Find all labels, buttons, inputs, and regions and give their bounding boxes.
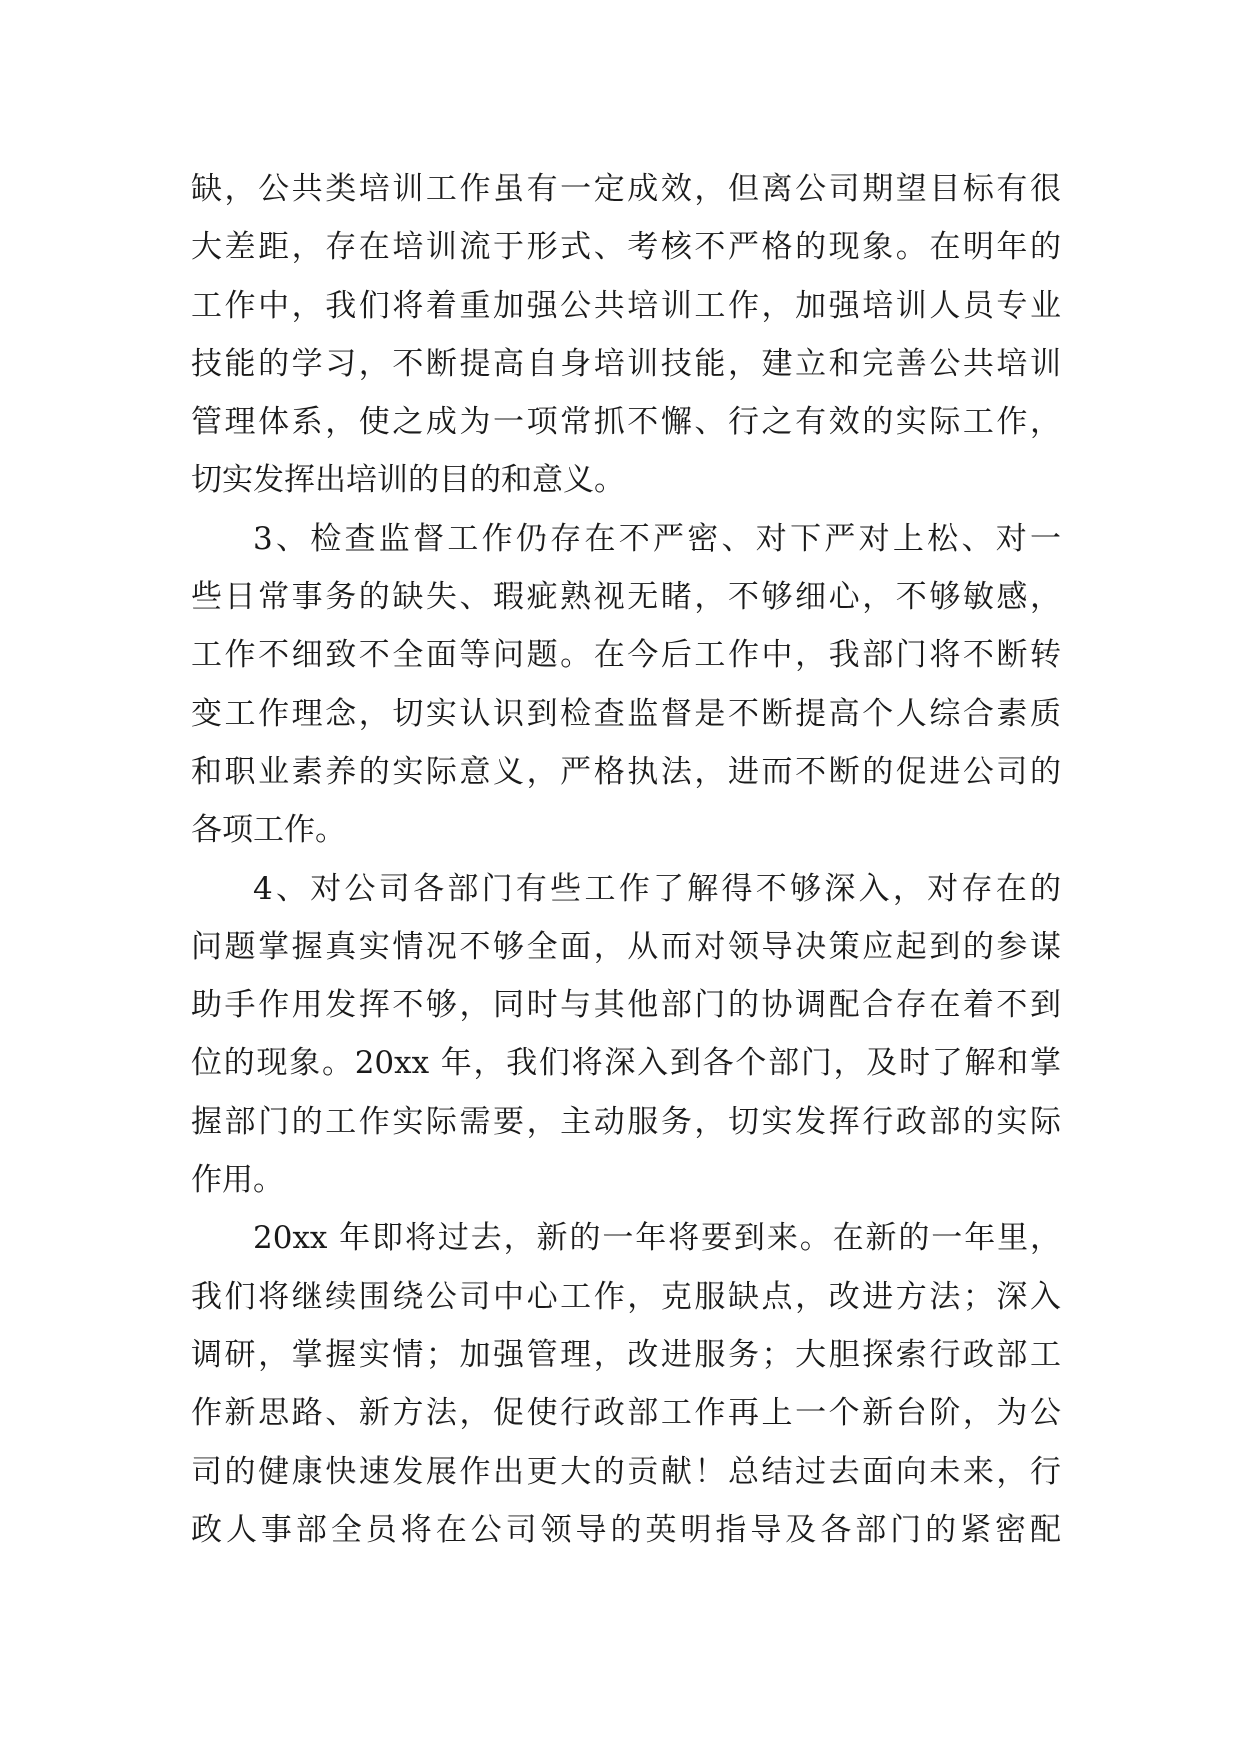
text-line: 作用。: [191, 1162, 284, 1199]
text-line: 工作中，我们将着重加强公共培训工作，加强培训人员专业: [191, 287, 1061, 324]
text-line: 管理体系，使之成为一项常抓不懈、行之有效的实际工作，: [191, 404, 1061, 441]
text-line: 政人事部全员将在公司领导的英明指导及各部门的紧密配: [191, 1511, 1061, 1548]
text-line: 作新思路、新方法，促使行政部工作再上一个新台阶，为公: [191, 1395, 1061, 1432]
text-line: 各项工作。: [191, 812, 346, 849]
text-line: 司的健康快速发展作出更大的贡献！总结过去面向未来，行: [191, 1453, 1061, 1490]
text-line: 大差距，存在培训流于形式、考核不严格的现象。在明年的: [191, 229, 1061, 266]
text-line: 我们将继续围绕公司中心工作，克服缺点，改进方法；深入: [191, 1278, 1061, 1315]
text-line: 握部门的工作实际需要，主动服务，切实发挥行政部的实际: [191, 1103, 1061, 1140]
text-line: 缺，公共类培训工作虽有一定成效，但离公司期望目标有很: [191, 171, 1061, 207]
text-line: 调研，掌握实情；加强管理，改进服务；大胆探索行政部工: [191, 1336, 1061, 1373]
text-line: 变工作理念，切实认识到检查监督是不断提高个人综合素质: [191, 695, 1061, 732]
text-line: 20xx 年即将过去，新的一年将要到来。在新的一年里，: [253, 1220, 1061, 1257]
text-line: 切实发挥出培训的目的和意义。: [191, 462, 625, 499]
document-body: [191, 160, 1061, 1559]
text-line: 和职业素养的实际意义，严格执法，进而不断的促进公司的: [191, 753, 1061, 790]
text-line: 助手作用发挥不够，同时与其他部门的协调配合存在着不到: [191, 987, 1061, 1024]
text-line: 技能的学习，不断提高自身培训技能，建立和完善公共培训: [191, 345, 1061, 382]
text-line: 4、对公司各部门有些工作了解得不够深入，对存在的: [253, 870, 1061, 907]
text-line: 位的现象。20xx 年，我们将深入到各个部门，及时了解和掌: [191, 1045, 1061, 1082]
text-line: 3、检查监督工作仍存在不严密、对下严对上松、对一: [253, 520, 1061, 557]
text-line: 些日常事务的缺失、瑕疵熟视无睹，不够细心，不够敏感，: [191, 579, 1061, 616]
text-line: 工作不细致不全面等问题。在今后工作中，我部门将不断转: [191, 637, 1061, 674]
text-line: 问题掌握真实情况不够全面，从而对领导决策应起到的参谋: [191, 928, 1061, 965]
